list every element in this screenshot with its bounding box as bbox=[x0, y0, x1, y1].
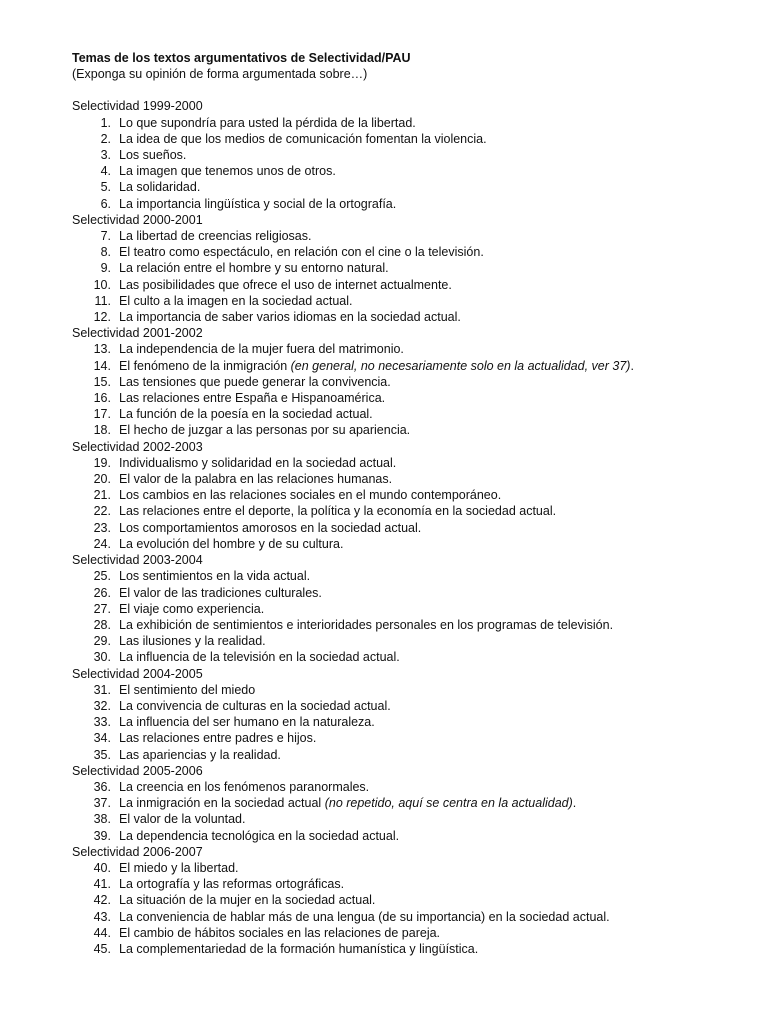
list-item bbox=[72, 131, 722, 147]
item-number: 44. bbox=[93, 925, 111, 940]
item-number: 11. bbox=[94, 293, 111, 308]
topic-list bbox=[72, 682, 722, 763]
item-text: Los cambios en las relaciones sociales en el mundo contemporáneo. bbox=[119, 488, 502, 503]
item-content bbox=[119, 244, 484, 260]
item-number: 18. bbox=[93, 423, 111, 438]
item-content bbox=[119, 941, 478, 957]
list-item bbox=[72, 909, 722, 925]
item-number: 21. bbox=[93, 488, 111, 503]
item-text: La situación de la mujer en la sociedad actual. bbox=[119, 893, 376, 908]
list-item bbox=[72, 876, 722, 892]
item-number: 24. bbox=[93, 536, 111, 551]
list-item bbox=[72, 747, 722, 763]
item-content bbox=[119, 601, 264, 617]
item-number: 3. bbox=[100, 148, 111, 163]
item-number: 38. bbox=[93, 812, 111, 827]
item-text: El valor de la voluntad. bbox=[119, 812, 246, 827]
list-item bbox=[72, 471, 722, 487]
item-number: 31. bbox=[93, 682, 111, 697]
item-text: El valor de las tradiciones culturales. bbox=[119, 585, 322, 600]
item-text: La relación entre el hombre y su entorno natural. bbox=[119, 261, 389, 276]
item-text: La dependencia tecnológica en la sociedad actual. bbox=[119, 828, 400, 843]
item-content bbox=[119, 714, 375, 730]
item-punctuation: . bbox=[630, 358, 634, 373]
item-content bbox=[119, 260, 389, 276]
item-content bbox=[119, 925, 440, 941]
item-number: 35. bbox=[93, 747, 111, 762]
item-number: 27. bbox=[93, 601, 111, 616]
section-heading: Selectividad 2001-2002 bbox=[72, 326, 203, 341]
list-item bbox=[72, 633, 722, 649]
list-item bbox=[72, 585, 722, 601]
item-text: La ortografía y las reformas ortográficas. bbox=[119, 877, 345, 892]
list-item bbox=[72, 179, 722, 195]
item-text: El viaje como experiencia. bbox=[119, 601, 265, 616]
item-note: (en general, no necesariamente solo en la actualidad, ver 37) bbox=[290, 358, 631, 373]
item-number: 36. bbox=[93, 779, 111, 794]
item-text: La independencia de la mujer fuera del matrimonio. bbox=[119, 342, 404, 357]
list-item bbox=[72, 406, 722, 422]
item-content bbox=[119, 892, 375, 908]
item-content bbox=[119, 374, 391, 390]
document-subtitle: (Exponga su opinión de forma argumentada sobre…) bbox=[72, 67, 368, 82]
list-item bbox=[72, 260, 722, 276]
list-item bbox=[72, 682, 722, 698]
topic-list bbox=[72, 341, 722, 438]
item-text: El sentimiento del miedo bbox=[119, 682, 256, 697]
list-item bbox=[72, 115, 722, 131]
item-number: 33. bbox=[93, 715, 111, 730]
topic-list bbox=[72, 228, 722, 325]
list-item bbox=[72, 503, 722, 519]
list-item bbox=[72, 892, 722, 908]
item-content bbox=[119, 585, 322, 601]
list-item bbox=[72, 147, 722, 163]
topic-list bbox=[72, 115, 722, 212]
item-number: 25. bbox=[93, 569, 111, 584]
item-number: 15. bbox=[93, 374, 111, 389]
item-text: Lo que supondría para usted la pérdida de la libertad. bbox=[119, 115, 416, 130]
item-content bbox=[119, 163, 336, 179]
list-item bbox=[72, 390, 722, 406]
item-number: 45. bbox=[93, 941, 111, 956]
section-heading: Selectividad 2002-2003 bbox=[72, 439, 203, 454]
document-title: Temas de los textos argumentativos de Selectividad/PAU bbox=[72, 51, 411, 65]
item-text: Las tensiones que puede generar la convivencia. bbox=[119, 374, 391, 389]
list-item bbox=[72, 196, 722, 212]
item-content bbox=[119, 406, 373, 422]
list-item bbox=[72, 649, 722, 665]
item-text: Las relaciones entre España e Hispanoamérica. bbox=[119, 391, 386, 406]
item-content bbox=[119, 277, 452, 293]
item-number: 8. bbox=[100, 245, 111, 260]
item-content bbox=[119, 747, 281, 763]
list-item bbox=[72, 244, 722, 260]
item-text: El teatro como espectáculo, en relación con el cine o la televisión. bbox=[119, 245, 484, 260]
item-content bbox=[119, 358, 634, 374]
item-number: 23. bbox=[93, 520, 111, 535]
list-item bbox=[72, 536, 722, 552]
item-text: La libertad de creencias religiosas. bbox=[119, 229, 312, 244]
list-item bbox=[72, 828, 722, 844]
list-item bbox=[72, 455, 722, 471]
item-text: La influencia del ser humano en la naturaleza. bbox=[119, 715, 375, 730]
item-content bbox=[119, 633, 266, 649]
sections-container bbox=[72, 98, 722, 957]
item-number: 9. bbox=[100, 261, 111, 276]
item-content bbox=[119, 487, 501, 503]
item-number: 2. bbox=[100, 131, 111, 146]
item-text: La importancia lingüística y social de la ortografía. bbox=[119, 196, 397, 211]
item-content bbox=[119, 860, 239, 876]
item-text: El miedo y la libertad. bbox=[119, 860, 239, 875]
item-content bbox=[119, 390, 385, 406]
list-item bbox=[72, 358, 722, 374]
item-content bbox=[119, 293, 352, 309]
section-heading: Selectividad 2000-2001 bbox=[72, 212, 203, 227]
section-heading: Selectividad 2003-2004 bbox=[72, 553, 203, 568]
item-text: Los sentimientos en la vida actual. bbox=[119, 569, 311, 584]
section-heading: Selectividad 2006-2007 bbox=[72, 844, 203, 859]
list-item bbox=[72, 617, 722, 633]
list-item bbox=[72, 925, 722, 941]
item-content bbox=[119, 909, 610, 925]
item-number: 26. bbox=[93, 585, 111, 600]
item-text: Individualismo y solidaridad en la sociedad actual. bbox=[119, 455, 397, 470]
list-item bbox=[72, 698, 722, 714]
topic-list bbox=[72, 568, 722, 665]
item-number: 42. bbox=[93, 893, 111, 908]
item-text: Los comportamientos amorosos en la sociedad actual. bbox=[119, 520, 422, 535]
topic-list bbox=[72, 860, 722, 957]
item-number: 19. bbox=[93, 455, 111, 470]
item-number: 22. bbox=[93, 504, 111, 519]
item-text: La complementariedad de la formación humanística y lingüística. bbox=[119, 941, 479, 956]
list-item bbox=[72, 730, 722, 746]
item-number: 34. bbox=[93, 731, 111, 746]
list-item bbox=[72, 520, 722, 536]
item-text: Las posibilidades que ofrece el uso de internet actualmente. bbox=[119, 277, 452, 292]
section-heading: Selectividad 2004-2005 bbox=[72, 666, 203, 681]
item-text: La influencia de la televisión en la sociedad actual. bbox=[119, 650, 400, 665]
item-number: 16. bbox=[93, 391, 111, 406]
item-punctuation: . bbox=[572, 796, 577, 811]
item-content bbox=[119, 649, 400, 665]
item-content bbox=[119, 876, 344, 892]
item-number: 39. bbox=[93, 828, 111, 843]
list-item bbox=[72, 795, 722, 811]
item-number: 20. bbox=[93, 472, 111, 487]
item-text: El hecho de juzgar a las personas por su apariencia. bbox=[119, 423, 411, 438]
item-number: 6. bbox=[100, 196, 111, 211]
item-number: 12. bbox=[93, 310, 111, 325]
item-text: La exhibición de sentimientos e interioridades personales en los programas de televisión. bbox=[119, 617, 614, 632]
item-number: 43. bbox=[93, 909, 111, 924]
list-item bbox=[72, 228, 722, 244]
item-content bbox=[119, 828, 399, 844]
item-number: 4. bbox=[100, 164, 111, 179]
list-item bbox=[72, 941, 722, 957]
item-content bbox=[119, 520, 421, 536]
item-content bbox=[119, 503, 556, 519]
item-text: La convivencia de culturas en la sociedad actual. bbox=[119, 698, 391, 713]
list-item bbox=[72, 309, 722, 325]
item-text: El culto a la imagen en la sociedad actual. bbox=[119, 293, 353, 308]
item-content bbox=[119, 698, 391, 714]
section-heading: Selectividad 1999-2000 bbox=[72, 99, 203, 114]
item-number: 5. bbox=[100, 180, 111, 195]
list-item bbox=[72, 374, 722, 390]
item-content bbox=[119, 779, 369, 795]
item-text: El cambio de hábitos sociales en las relaciones de pareja. bbox=[119, 925, 441, 940]
item-content bbox=[119, 115, 416, 131]
list-item bbox=[72, 422, 722, 438]
item-number: 41. bbox=[93, 877, 111, 892]
item-number: 30. bbox=[93, 650, 111, 665]
item-number: 14. bbox=[93, 358, 111, 373]
item-number: 32. bbox=[93, 698, 111, 713]
list-item bbox=[72, 779, 722, 795]
item-number: 10. bbox=[93, 277, 111, 292]
item-number: 37. bbox=[93, 796, 111, 811]
list-item bbox=[72, 568, 722, 584]
item-text: La función de la poesía en la sociedad actual. bbox=[119, 407, 373, 422]
item-number: 13. bbox=[93, 342, 111, 357]
item-content bbox=[119, 147, 186, 163]
item-content bbox=[119, 196, 396, 212]
item-text: La creencia en los fenómenos paranormales. bbox=[119, 779, 370, 794]
item-content bbox=[119, 811, 245, 827]
item-text: Los sueños. bbox=[119, 148, 187, 163]
item-note: (no repetido, aquí se centra en la actualidad) bbox=[324, 796, 573, 811]
item-content bbox=[119, 131, 487, 147]
item-content bbox=[119, 309, 461, 325]
list-item bbox=[72, 487, 722, 503]
item-text: La conveniencia de hablar más de una lengua (de su importancia) en la sociedad actual. bbox=[119, 909, 610, 924]
item-content bbox=[119, 422, 410, 438]
item-number: 29. bbox=[93, 634, 111, 649]
item-content bbox=[119, 617, 613, 633]
item-text: Las ilusiones y la realidad. bbox=[119, 634, 266, 649]
item-text: El valor de la palabra en las relaciones humanas. bbox=[119, 472, 393, 487]
list-item bbox=[72, 163, 722, 179]
item-text: La importancia de saber varios idiomas en la sociedad actual. bbox=[119, 310, 461, 325]
item-text: La evolución del hombre y de su cultura. bbox=[119, 536, 344, 551]
item-text: El fenómeno de la inmigración bbox=[119, 358, 288, 373]
list-item bbox=[72, 277, 722, 293]
item-content bbox=[119, 536, 343, 552]
topic-list bbox=[72, 779, 722, 844]
item-content bbox=[119, 455, 396, 471]
item-number: 7. bbox=[100, 229, 111, 244]
section-heading: Selectividad 2005-2006 bbox=[72, 763, 203, 778]
item-text: Las relaciones entre el deporte, la política y la economía en la sociedad actual. bbox=[119, 504, 557, 519]
item-content bbox=[119, 795, 576, 811]
list-item bbox=[72, 293, 722, 309]
item-content bbox=[119, 179, 200, 195]
item-number: 1. bbox=[100, 115, 111, 130]
document-page bbox=[72, 50, 722, 957]
list-item bbox=[72, 811, 722, 827]
list-item bbox=[72, 714, 722, 730]
item-content bbox=[119, 341, 404, 357]
item-text: La inmigración en la sociedad actual bbox=[119, 796, 322, 811]
item-content bbox=[119, 471, 392, 487]
item-number: 28. bbox=[93, 617, 111, 632]
item-text: Las relaciones entre padres e hijos. bbox=[119, 731, 317, 746]
item-number: 40. bbox=[93, 860, 111, 875]
item-content bbox=[119, 682, 255, 698]
item-text: Las apariencias y la realidad. bbox=[119, 747, 281, 762]
item-text: La imagen que tenemos unos de otros. bbox=[119, 164, 336, 179]
list-item bbox=[72, 860, 722, 876]
item-text: La solidaridad. bbox=[119, 180, 201, 195]
item-content bbox=[119, 568, 310, 584]
item-text: La idea de que los medios de comunicación fomentan la violencia. bbox=[119, 131, 487, 146]
item-content bbox=[119, 730, 316, 746]
list-item bbox=[72, 341, 722, 357]
item-content bbox=[119, 228, 311, 244]
topic-list bbox=[72, 455, 722, 552]
list-item bbox=[72, 601, 722, 617]
item-number: 17. bbox=[93, 407, 111, 422]
